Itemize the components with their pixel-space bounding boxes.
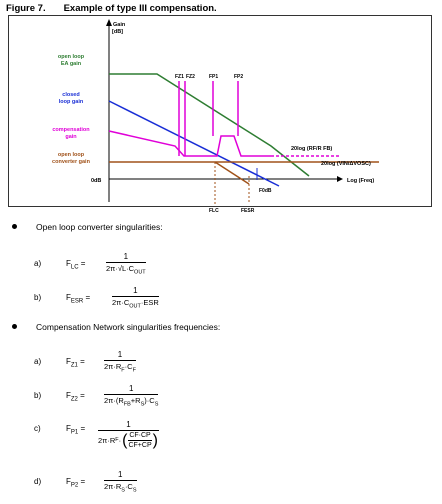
equation-fz1 [34,350,234,376]
y-axis-label-2: [dB] [112,29,123,35]
zero-db-label: 0dB [91,178,102,184]
bode-plot-diagram [8,15,432,214]
closed-loop-label-2: loop gain [58,99,84,105]
converter-singularities-bullet [12,222,432,234]
y-axis-arrow [106,19,112,26]
eq-fraction: 1 $2\pi\cdot√L\cdot C_{OUT}$ [106,252,146,276]
equation-flc [34,252,234,278]
eq-label: b) [34,391,42,400]
eq-lhs: $F_{P1}$ = [66,424,86,436]
eq-label: d) [34,477,42,486]
figure-caption [6,3,217,14]
bullet-text: Compensation Network singularities frequencies: [36,322,221,332]
eq-label: a) [34,259,42,268]
equation-fp1 [34,420,294,460]
closed-loop-label-1: closed [62,92,80,98]
eq-fraction: 1 $2\pi\cdot R_F\cdot C_F$ [104,350,136,374]
y-axis-label-1: Gain [113,22,126,28]
eq-fraction: 1 $2\pi\cdot(R_{FB}+R_S)\cdot C_S$ [104,384,159,408]
vin-ratio-label: 20log (VIN/ΔVOSC) [321,161,371,167]
compensation-label-1: compensation [52,127,90,133]
bode-plot-svg [9,16,433,214]
eq-lhs: $F_{ESR}$ = [66,293,91,305]
compensation-label-2: gain [65,134,77,140]
compensation-singularities-bullet [12,322,432,334]
eq-label: b) [34,293,42,302]
fp2-label: FP2 [234,74,244,80]
bullet-dot [12,224,17,229]
converter-label-1: open loop [57,152,85,158]
flc-label: FLC [209,208,219,214]
eq-lhs: $F_{P2}$ = [66,477,86,489]
open-loop-ea-label-2: EA gain [60,61,82,67]
equation-fesr [34,286,274,312]
eq-lhs: $F_{Z1}$ = [66,357,85,369]
eq-label: c) [34,424,41,433]
figure-number: Figure 7. [6,3,46,14]
fesr-label: FESR [241,208,255,214]
open-loop-ea-label-1: open loop [57,54,85,60]
closed-loop-gain-curve [109,101,279,186]
open-loop-ea-gain-curve [109,74,309,176]
bullet-text: Open loop converter singularities: [36,222,163,232]
eq-fraction: 1 $2\pi\cdot R_S\cdot C_S$ [104,470,137,494]
rf-ratio-label: 20log (RF/R FB) [291,146,333,152]
fz2-label: FZ2 [186,74,195,80]
eq-lhs: $F_{LC}$ = [66,259,86,271]
eq-label: a) [34,357,42,366]
eq-lhs: $F_{Z2}$ = [66,391,85,403]
converter-label-2: converter gain [52,159,90,165]
fp1-label: FP1 [209,74,219,80]
eq-fraction: 1 $2\pi\cdot C_{OUT}\cdot ESR$ [112,286,159,310]
equation-fz2 [34,384,274,410]
eq-fraction: 1 2π·R F · ( CF·CP CF+CP ) [98,420,158,449]
fz1-label: FZ1 [175,74,184,80]
figure-title: Example of type III compensation. [63,3,217,14]
compensation-gain-curve [109,131,271,156]
bullet-dot [12,324,17,329]
equation-fp2 [34,470,234,496]
f0db-label: F0dB [259,188,272,194]
x-axis-label: Log (Freq) [347,178,375,184]
converter-rolloff [215,162,249,184]
x-axis-arrow [337,176,343,182]
